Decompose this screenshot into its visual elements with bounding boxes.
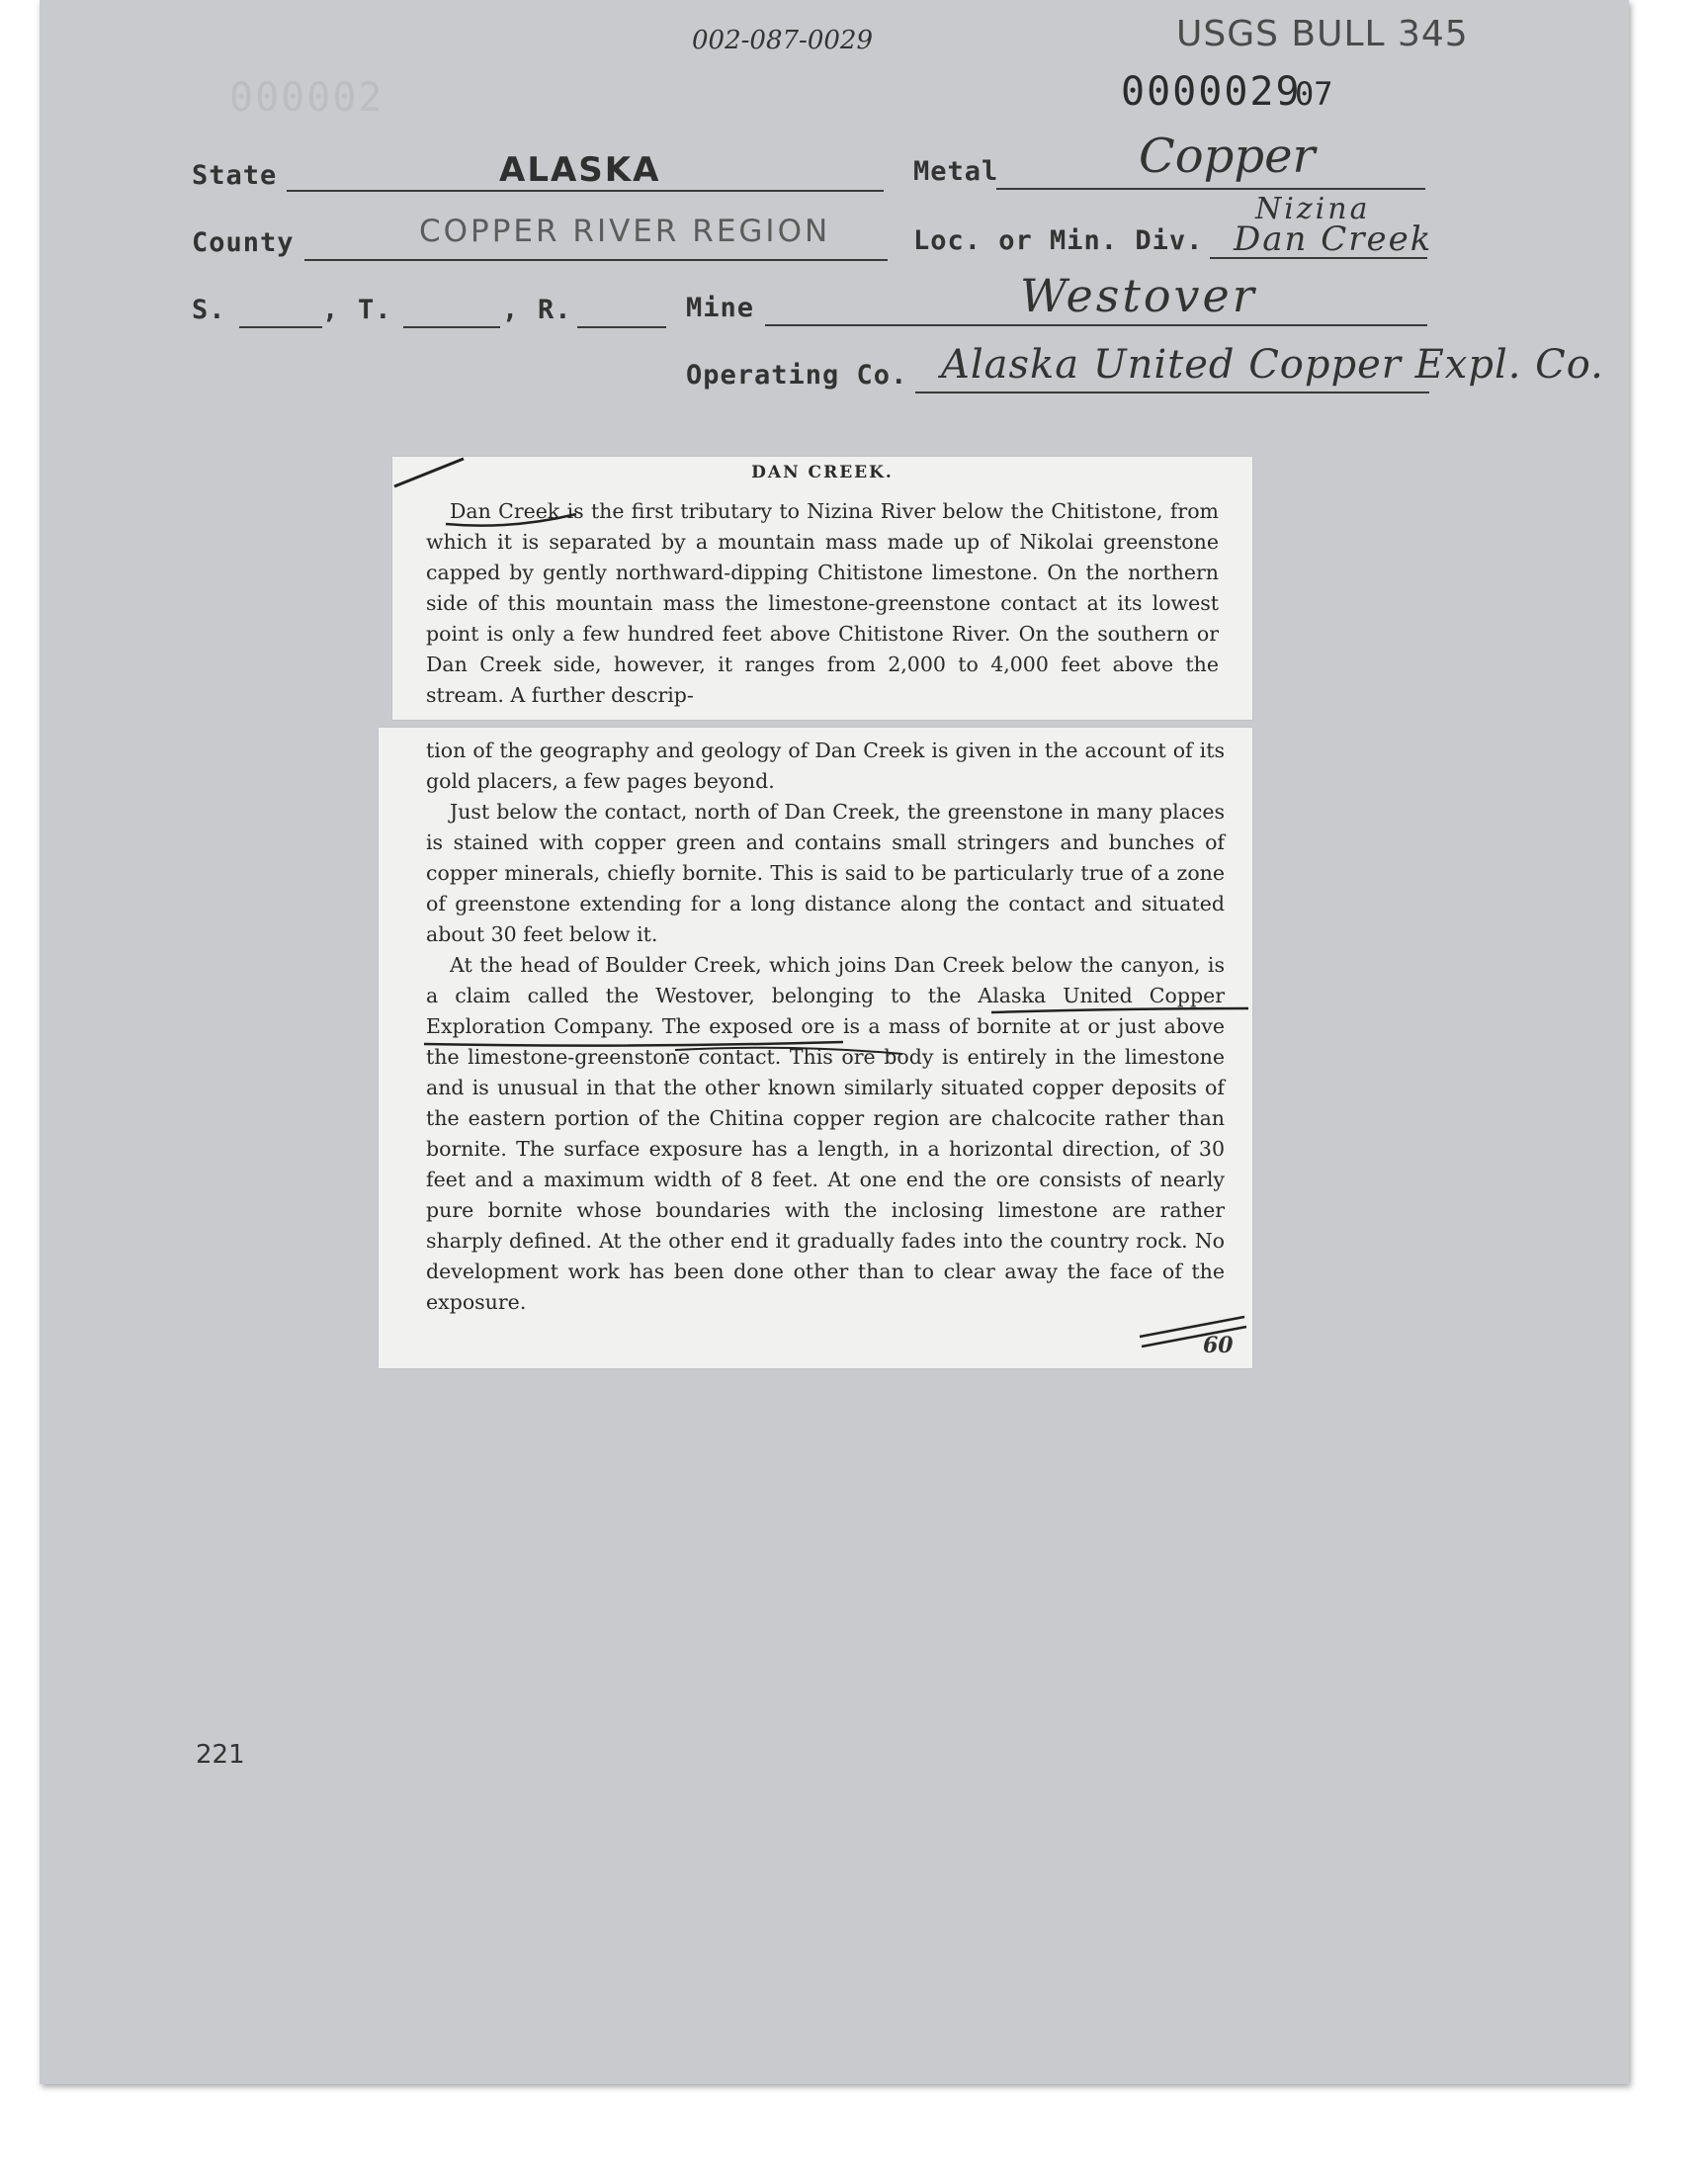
state-label: State <box>192 160 278 191</box>
county-label: County <box>192 227 295 258</box>
clipping-paragraph-1: Dan Creek is the first tributary to Nizina River below the Chitistone, from which it is separated by a mountain mass made up of Nikolai greenstone capped by gently northward-dipping Chitistone limestone. On the northern side of this mountain mass the limestone-greenstone contact at its lowest point is only a few hundred feet above Chitistone River. On the southern or Dan Creek side, however, it ranges from 2,000 to 4,000 feet above the stream. A further descrip- <box>426 499 1219 707</box>
page-number: 221 <box>196 1740 245 1770</box>
mine-label: Mine <box>686 293 755 323</box>
underline-marks <box>379 728 1252 1368</box>
clipping-title: DAN CREEK. <box>751 463 894 482</box>
clipping-paragraph-1-continued: tion of the geography and geology of Dan Creek is given in the account of its gold placers, a few pages beyond. <box>426 739 1225 793</box>
township-line <box>403 326 500 328</box>
section-line <box>239 326 322 328</box>
underline-mark-dan-creek <box>442 500 580 530</box>
metal-line <box>996 188 1425 190</box>
pen-mark-icon <box>392 457 471 490</box>
state-value: ALASKA <box>499 150 661 190</box>
loc-value: Dan Creek <box>1234 219 1433 259</box>
township-label: T. <box>358 295 392 325</box>
handwritten-record-id: 002-087-0029 <box>692 26 873 55</box>
clipping-upper <box>392 457 1252 720</box>
operating-co-label: Operating Co. <box>686 360 908 391</box>
operating-co-line <box>915 392 1429 393</box>
serial-overwrite: 07 <box>1295 75 1333 113</box>
clipping-paragraph-2: Just below the contact, north of Dan Creek, the greenstone in many places is stained with copper green and contains small stringers and bunches of copper minerals, chiefly bornite. This is said to be particularly true of a zone of greenstone extending for a long distance along the contact and situated about 30 feet below it. <box>426 800 1225 946</box>
loc-label: Loc. or Min. Div. <box>913 225 1204 256</box>
mine-line <box>765 324 1427 326</box>
county-line <box>304 259 888 261</box>
state-line <box>287 190 884 192</box>
clipping-paragraph-3: At the head of Boulder Creek, which joins Dan Creek below the canyon, is a claim called the Westover, belonging to the Alaska United Copper Exploration Company. The exposed ore is a mass of bornite at or just above the limestone-greenstone contact. This ore body is entirely in the limestone and is unusual in that the other known similarly situated copper deposits of the eastern portion of the Chitina copper region are chalcocite rather than bornite. The surface exposure has a length, in a horizontal direction, of 30 feet and a maximum width of 8 feet. At one end the ore consists of nearly pure bornite whose boundaries with the inclosing limestone are rather sharply defined. At the other end it gradually fades into the country rock. No development work has been done other than to clear away the face of the exposure. <box>426 953 1225 1314</box>
loc-value-upper: Nizina <box>1255 192 1371 226</box>
metal-value: Copper <box>1139 129 1316 184</box>
serial-number: 0000029 <box>1121 69 1302 115</box>
clipping-page-mark: 60 <box>1203 1333 1234 1358</box>
range-label: R. <box>538 295 572 325</box>
section-label: S. <box>192 295 226 325</box>
range-line <box>577 326 666 328</box>
comma-separator: , <box>322 295 340 325</box>
record-card <box>40 0 1629 2084</box>
comma-separator: , <box>502 295 520 325</box>
operating-co-value: Alaska United Copper Expl. Co. <box>941 342 1604 388</box>
clipping-lower <box>379 728 1252 1368</box>
mine-value: Westover <box>1020 269 1257 322</box>
metal-label: Metal <box>913 156 999 187</box>
faded-stamp: 000002 <box>229 75 384 121</box>
county-value: COPPER RIVER REGION <box>419 214 831 249</box>
bulletin-stamp: USGS BULL 345 <box>1176 14 1469 54</box>
